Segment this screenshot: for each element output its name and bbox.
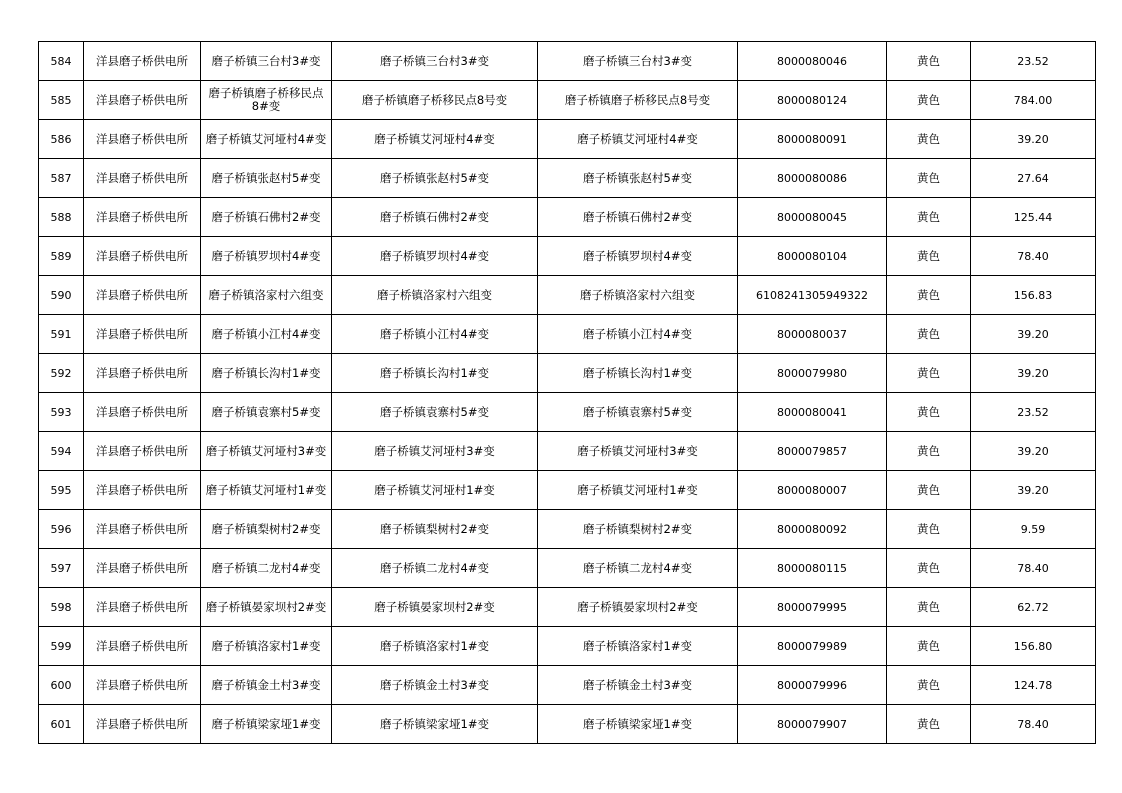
line-name-cell: 磨子桥镇二龙村4#变 xyxy=(332,549,538,588)
value-cell: 78.40 xyxy=(971,705,1096,744)
line-name-cell: 磨子桥镇张赵村5#变 xyxy=(332,159,538,198)
table-row xyxy=(39,588,1096,627)
area-name-cell: 磨子桥镇艾河垭村1#变 xyxy=(538,471,738,510)
area-name-cell: 磨子桥镇金土村3#变 xyxy=(538,666,738,705)
code-cell: 8000080091 xyxy=(738,120,887,159)
code-cell: 8000080086 xyxy=(738,159,887,198)
row-number-cell: 593 xyxy=(39,393,84,432)
transformer-name-cell: 磨子桥镇罗坝村4#变 xyxy=(201,237,332,276)
table-row xyxy=(39,393,1096,432)
table-row xyxy=(39,627,1096,666)
station-cell: 洋县磨子桥供电所 xyxy=(84,432,201,471)
table-row xyxy=(39,471,1096,510)
code-cell: 8000080046 xyxy=(738,42,887,81)
value-cell: 39.20 xyxy=(971,120,1096,159)
line-name-cell: 磨子桥镇洛家村六组变 xyxy=(332,276,538,315)
value-cell: 78.40 xyxy=(971,549,1096,588)
value-cell: 39.20 xyxy=(971,354,1096,393)
line-name-cell: 磨子桥镇艾河垭村4#变 xyxy=(332,120,538,159)
table-row xyxy=(39,666,1096,705)
value-cell: 124.78 xyxy=(971,666,1096,705)
warning-level-cell: 黄色 xyxy=(887,588,971,627)
line-name-cell: 磨子桥镇梁家垭1#变 xyxy=(332,705,538,744)
station-cell: 洋县磨子桥供电所 xyxy=(84,510,201,549)
value-cell: 156.80 xyxy=(971,627,1096,666)
area-name-cell: 磨子桥镇艾河垭村4#变 xyxy=(538,120,738,159)
table-row xyxy=(39,237,1096,276)
code-cell: 8000080041 xyxy=(738,393,887,432)
row-number-cell: 590 xyxy=(39,276,84,315)
transformer-name-cell: 磨子桥镇小江村4#变 xyxy=(201,315,332,354)
line-name-cell: 磨子桥镇小江村4#变 xyxy=(332,315,538,354)
code-cell: 8000080045 xyxy=(738,198,887,237)
station-cell: 洋县磨子桥供电所 xyxy=(84,627,201,666)
table-row xyxy=(39,42,1096,81)
transformer-name-cell: 磨子桥镇张赵村5#变 xyxy=(201,159,332,198)
station-cell: 洋县磨子桥供电所 xyxy=(84,237,201,276)
area-name-cell: 磨子桥镇二龙村4#变 xyxy=(538,549,738,588)
line-name-cell: 磨子桥镇磨子桥移民点8号变 xyxy=(332,81,538,120)
table-row xyxy=(39,276,1096,315)
code-cell: 8000079989 xyxy=(738,627,887,666)
code-cell: 8000080104 xyxy=(738,237,887,276)
transformer-name-cell: 磨子桥镇艾河垭村4#变 xyxy=(201,120,332,159)
row-number-cell: 585 xyxy=(39,81,84,120)
warning-level-cell: 黄色 xyxy=(887,237,971,276)
area-name-cell: 磨子桥镇洛家村1#变 xyxy=(538,627,738,666)
code-cell: 8000079857 xyxy=(738,432,887,471)
row-number-cell: 597 xyxy=(39,549,84,588)
area-name-cell: 磨子桥镇石佛村2#变 xyxy=(538,198,738,237)
line-name-cell: 磨子桥镇梨树村2#变 xyxy=(332,510,538,549)
transformer-name-cell: 磨子桥镇磨子桥移民点8#变 xyxy=(201,81,332,120)
table-row xyxy=(39,198,1096,237)
station-cell: 洋县磨子桥供电所 xyxy=(84,666,201,705)
station-cell: 洋县磨子桥供电所 xyxy=(84,315,201,354)
row-number-cell: 588 xyxy=(39,198,84,237)
row-number-cell: 592 xyxy=(39,354,84,393)
value-cell: 39.20 xyxy=(971,471,1096,510)
warning-level-cell: 黄色 xyxy=(887,81,971,120)
code-cell: 8000080007 xyxy=(738,471,887,510)
warning-level-cell: 黄色 xyxy=(887,315,971,354)
area-name-cell: 磨子桥镇梨树村2#变 xyxy=(538,510,738,549)
table-row xyxy=(39,81,1096,120)
row-number-cell: 587 xyxy=(39,159,84,198)
warning-level-cell: 黄色 xyxy=(887,471,971,510)
value-cell: 62.72 xyxy=(971,588,1096,627)
station-cell: 洋县磨子桥供电所 xyxy=(84,471,201,510)
transformer-name-cell: 磨子桥镇洛家村1#变 xyxy=(201,627,332,666)
station-cell: 洋县磨子桥供电所 xyxy=(84,42,201,81)
transformer-name-cell: 磨子桥镇二龙村4#变 xyxy=(201,549,332,588)
station-cell: 洋县磨子桥供电所 xyxy=(84,120,201,159)
table-row xyxy=(39,705,1096,744)
area-name-cell: 磨子桥镇艾河垭村3#变 xyxy=(538,432,738,471)
code-cell: 8000080124 xyxy=(738,81,887,120)
table-body xyxy=(39,42,1096,744)
value-cell: 9.59 xyxy=(971,510,1096,549)
area-name-cell: 磨子桥镇洛家村六组变 xyxy=(538,276,738,315)
transformer-name-cell: 磨子桥镇梨树村2#变 xyxy=(201,510,332,549)
code-cell: 8000079907 xyxy=(738,705,887,744)
area-name-cell: 磨子桥镇梁家垭1#变 xyxy=(538,705,738,744)
warning-level-cell: 黄色 xyxy=(887,159,971,198)
area-name-cell: 磨子桥镇三台村3#变 xyxy=(538,42,738,81)
transformer-name-cell: 磨子桥镇洛家村六组变 xyxy=(201,276,332,315)
line-name-cell: 磨子桥镇石佛村2#变 xyxy=(332,198,538,237)
warning-level-cell: 黄色 xyxy=(887,549,971,588)
value-cell: 23.52 xyxy=(971,393,1096,432)
area-name-cell: 磨子桥镇张赵村5#变 xyxy=(538,159,738,198)
table-row xyxy=(39,354,1096,393)
row-number-cell: 594 xyxy=(39,432,84,471)
row-number-cell: 599 xyxy=(39,627,84,666)
row-number-cell: 601 xyxy=(39,705,84,744)
line-name-cell: 磨子桥镇艾河垭村1#变 xyxy=(332,471,538,510)
warning-level-cell: 黄色 xyxy=(887,705,971,744)
table-row xyxy=(39,315,1096,354)
warning-level-cell: 黄色 xyxy=(887,276,971,315)
station-cell: 洋县磨子桥供电所 xyxy=(84,354,201,393)
warning-level-cell: 黄色 xyxy=(887,627,971,666)
value-cell: 784.00 xyxy=(971,81,1096,120)
transformer-name-cell: 磨子桥镇袁寨村5#变 xyxy=(201,393,332,432)
row-number-cell: 584 xyxy=(39,42,84,81)
line-name-cell: 磨子桥镇洛家村1#变 xyxy=(332,627,538,666)
row-number-cell: 598 xyxy=(39,588,84,627)
table-row xyxy=(39,120,1096,159)
code-cell: 6108241305949322 xyxy=(738,276,887,315)
value-cell: 156.83 xyxy=(971,276,1096,315)
line-name-cell: 磨子桥镇长沟村1#变 xyxy=(332,354,538,393)
code-cell: 8000080115 xyxy=(738,549,887,588)
row-number-cell: 586 xyxy=(39,120,84,159)
station-cell: 洋县磨子桥供电所 xyxy=(84,276,201,315)
area-name-cell: 磨子桥镇罗坝村4#变 xyxy=(538,237,738,276)
warning-level-cell: 黄色 xyxy=(887,666,971,705)
line-name-cell: 磨子桥镇晏家坝村2#变 xyxy=(332,588,538,627)
transformer-name-cell: 磨子桥镇艾河垭村3#变 xyxy=(201,432,332,471)
station-cell: 洋县磨子桥供电所 xyxy=(84,393,201,432)
transformer-table xyxy=(38,41,1096,744)
transformer-name-cell: 磨子桥镇长沟村1#变 xyxy=(201,354,332,393)
area-name-cell: 磨子桥镇磨子桥移民点8号变 xyxy=(538,81,738,120)
warning-level-cell: 黄色 xyxy=(887,42,971,81)
table-row xyxy=(39,549,1096,588)
warning-level-cell: 黄色 xyxy=(887,120,971,159)
area-name-cell: 磨子桥镇小江村4#变 xyxy=(538,315,738,354)
warning-level-cell: 黄色 xyxy=(887,198,971,237)
row-number-cell: 589 xyxy=(39,237,84,276)
row-number-cell: 596 xyxy=(39,510,84,549)
warning-level-cell: 黄色 xyxy=(887,354,971,393)
station-cell: 洋县磨子桥供电所 xyxy=(84,198,201,237)
line-name-cell: 磨子桥镇罗坝村4#变 xyxy=(332,237,538,276)
transformer-name-cell: 磨子桥镇三台村3#变 xyxy=(201,42,332,81)
value-cell: 23.52 xyxy=(971,42,1096,81)
code-cell: 8000079995 xyxy=(738,588,887,627)
value-cell: 27.64 xyxy=(971,159,1096,198)
value-cell: 125.44 xyxy=(971,198,1096,237)
value-cell: 39.20 xyxy=(971,432,1096,471)
area-name-cell: 磨子桥镇袁寨村5#变 xyxy=(538,393,738,432)
code-cell: 8000079996 xyxy=(738,666,887,705)
table-row xyxy=(39,159,1096,198)
transformer-name-cell: 磨子桥镇石佛村2#变 xyxy=(201,198,332,237)
station-cell: 洋县磨子桥供电所 xyxy=(84,705,201,744)
line-name-cell: 磨子桥镇艾河垭村3#变 xyxy=(332,432,538,471)
table-row xyxy=(39,432,1096,471)
code-cell: 8000079980 xyxy=(738,354,887,393)
transformer-name-cell: 磨子桥镇艾河垭村1#变 xyxy=(201,471,332,510)
line-name-cell: 磨子桥镇金土村3#变 xyxy=(332,666,538,705)
value-cell: 39.20 xyxy=(971,315,1096,354)
code-cell: 8000080037 xyxy=(738,315,887,354)
warning-level-cell: 黄色 xyxy=(887,510,971,549)
warning-level-cell: 黄色 xyxy=(887,393,971,432)
code-cell: 8000080092 xyxy=(738,510,887,549)
value-cell: 78.40 xyxy=(971,237,1096,276)
row-number-cell: 595 xyxy=(39,471,84,510)
station-cell: 洋县磨子桥供电所 xyxy=(84,81,201,120)
line-name-cell: 磨子桥镇袁寨村5#变 xyxy=(332,393,538,432)
station-cell: 洋县磨子桥供电所 xyxy=(84,159,201,198)
transformer-name-cell: 磨子桥镇金土村3#变 xyxy=(201,666,332,705)
warning-level-cell: 黄色 xyxy=(887,432,971,471)
transformer-name-cell: 磨子桥镇梁家垭1#变 xyxy=(201,705,332,744)
line-name-cell: 磨子桥镇三台村3#变 xyxy=(332,42,538,81)
transformer-name-cell: 磨子桥镇晏家坝村2#变 xyxy=(201,588,332,627)
area-name-cell: 磨子桥镇长沟村1#变 xyxy=(538,354,738,393)
table-row xyxy=(39,510,1096,549)
area-name-cell: 磨子桥镇晏家坝村2#变 xyxy=(538,588,738,627)
station-cell: 洋县磨子桥供电所 xyxy=(84,588,201,627)
station-cell: 洋县磨子桥供电所 xyxy=(84,549,201,588)
row-number-cell: 591 xyxy=(39,315,84,354)
row-number-cell: 600 xyxy=(39,666,84,705)
